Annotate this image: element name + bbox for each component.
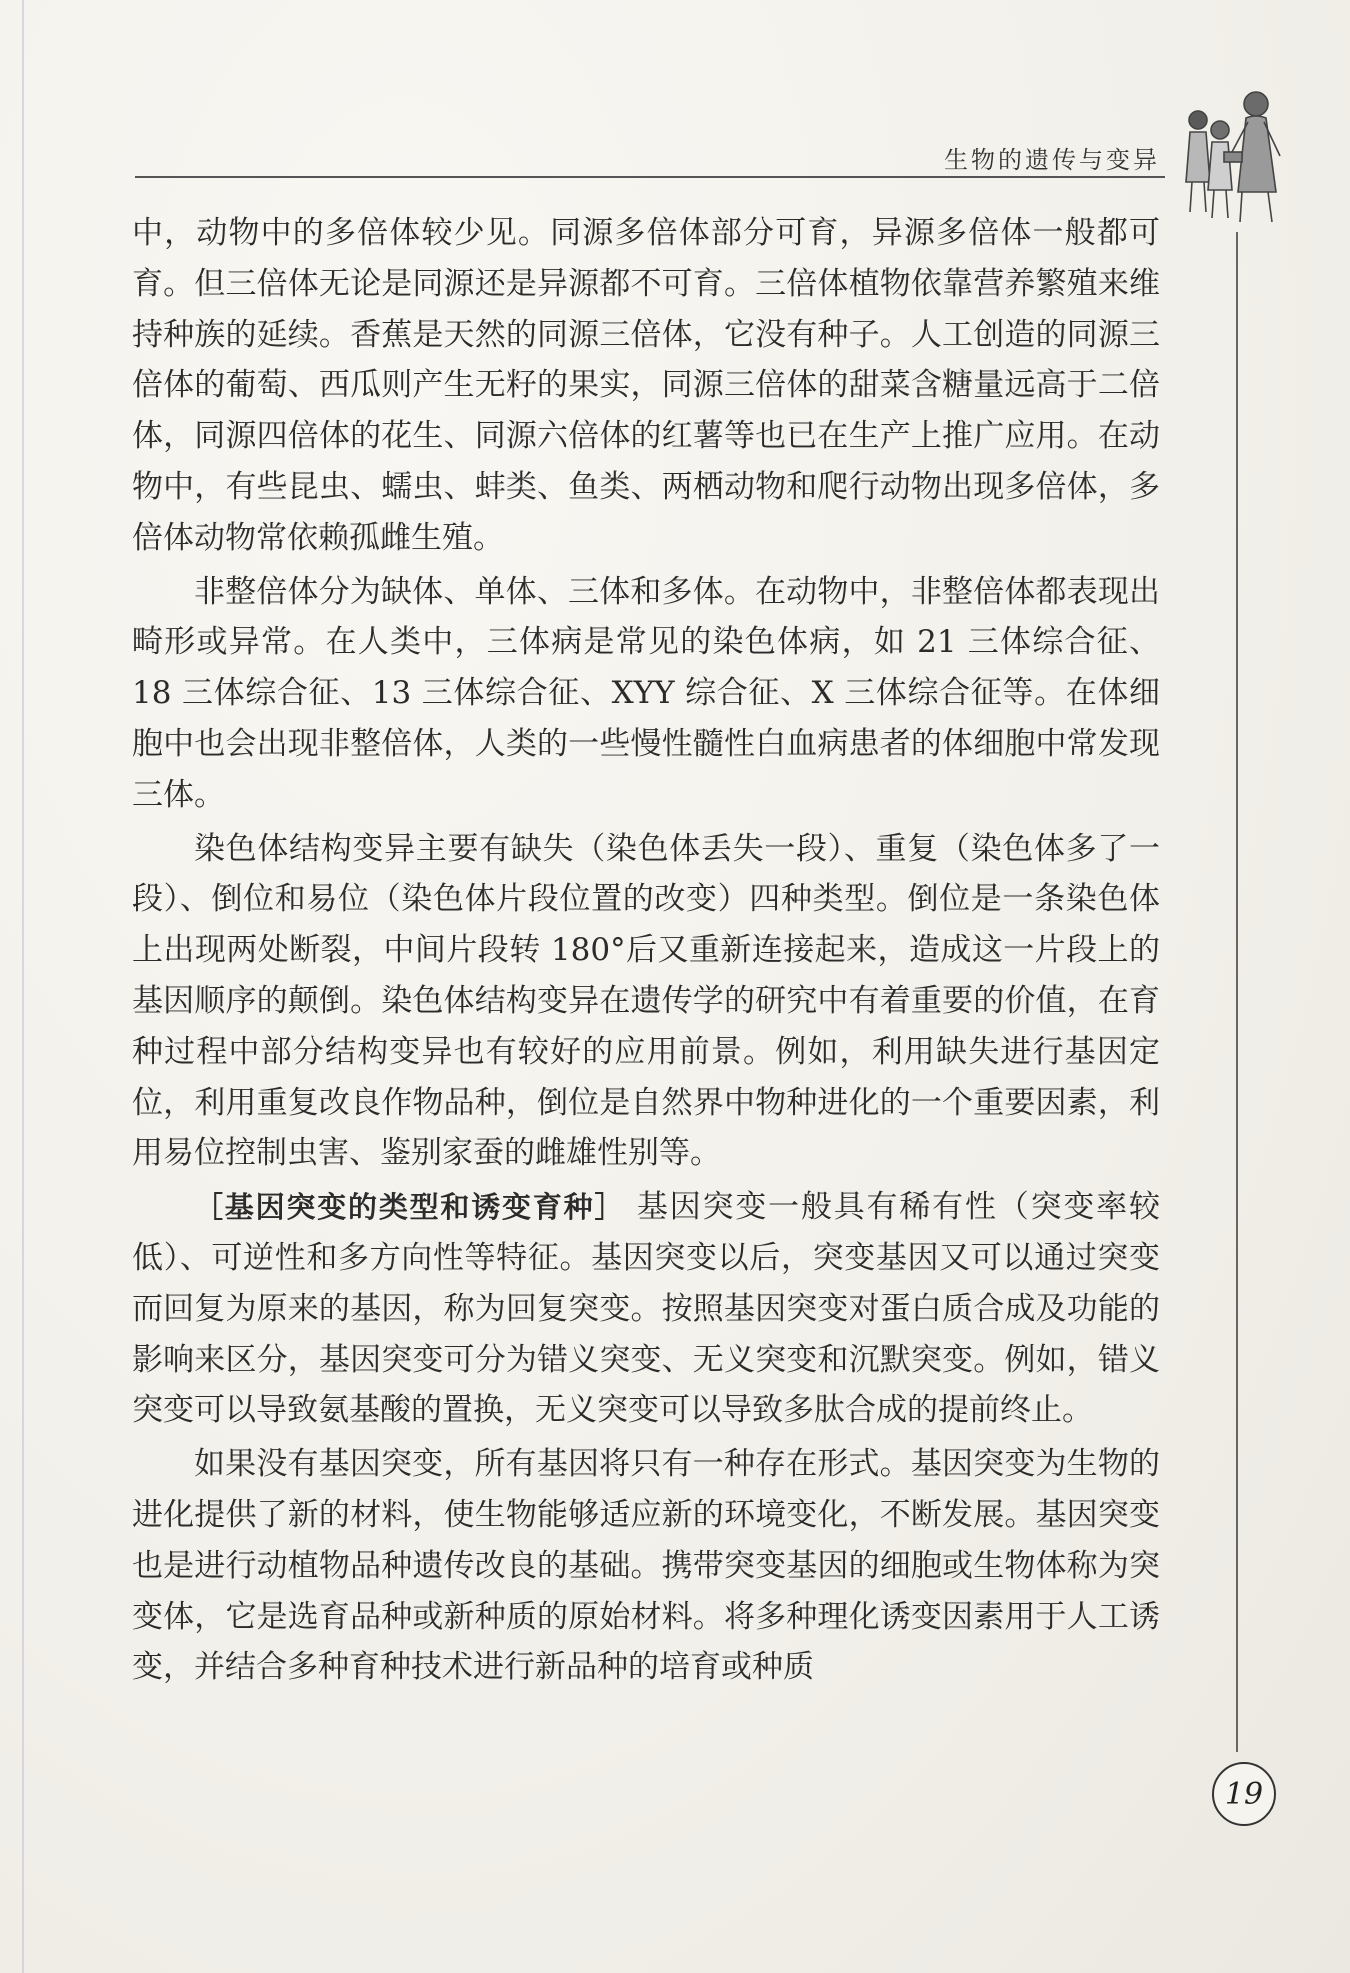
header-rule	[135, 176, 1165, 178]
paragraph-gene-mutation-text: 基因突变一般具有稀有性（突变率较低）、可逆性和多方向性等特征。基因突变以后，突变基因又可以通过突变而回复为原来的基因，称为回复突变。按照基因突变对蛋白质合成及功能的影响来区分，基因突变可分为错义突变、无义突变和沉默突变。例如，错义突变可以导致氨基酸的置换，无义突变可以导致多肽合成的提前终止。	[132, 1189, 1160, 1429]
section-heading-gene-mutation: ［基因突变的类型和诱变育种］	[194, 1190, 626, 1225]
body-text	[132, 208, 1160, 1696]
paragraph-aneuploidy: 非整倍体分为缺体、单体、三体和多体。在动物中，非整倍体都表现出畸形或异常。在人类中，三体病是常见的染色体病，如 21 三体综合征、18 三体综合征、13 三体综合征、XYY 综合征、X 三体综合征等。在体细胞中也会出现非整倍体，人类的一些慢性髓性白血病患者的体细胞中常发现三体。	[132, 573, 1160, 813]
teacher-and-students-illustration-icon	[1168, 82, 1318, 227]
right-vertical-rule	[1236, 232, 1238, 1752]
paragraph-polyploidy: 中，动物中的多倍体较少见。同源多倍体部分可育，异源多倍体一般都可育。但三倍体无论是同源还是异源都不可育。三倍体植物依靠营养繁殖来维持种族的延续。香蕉是天然的同源三倍体，它没有种子。人工创造的同源三倍体的葡萄、西瓜则产生无籽的果实，同源三倍体的甜菜含糖量远高于二倍体，同源四倍体的花生、同源六倍体的红薯等也已在生产上推广应用。在动物中，有些昆虫、蠕虫、蚌类、鱼类、两栖动物和爬行动物出现多倍体，多倍体动物常依赖孤雌生殖。	[132, 215, 1160, 556]
paragraph-mutation-significance: 如果没有基因突变，所有基因将只有一种存在形式。基因突变为生物的进化提供了新的材料，使生物能够适应新的环境变化，不断发展。基因突变也是进行动植物品种遗传改良的基础。携带突变基因的细胞或生物体称为突变体，它是选育品种或新种质的原始材料。将多种理化诱变因素用于人工诱变，并结合多种育种技术进行新品种的培育或种质	[132, 1446, 1160, 1686]
paragraph-structural-variation: 染色体结构变异主要有缺失（染色体丢失一段）、重复（染色体多了一段）、倒位和易位（染色体片段位置的改变）四种类型。倒位是一条染色体上出现两处断裂，中间片段转 180°后又重新连接起来，造成这一片段上的基因顺序的颠倒。染色体结构变异在遗传学的研究中有着重要的价值，在育种过程中部分结构变异也有较好的应用前景。例如，利用缺失进行基因定位，利用重复改良作物品种，倒位是自然界中物种进化的一个重要因素，利用易位控制虫害、鉴别家蚕的雌雄性别等。	[132, 830, 1160, 1172]
paragraph-gene-mutation	[132, 1182, 1160, 1436]
page-number: 19	[1212, 1762, 1276, 1826]
left-margin-rule	[22, 0, 24, 1973]
running-header-title: 生物的遗传与变异	[944, 146, 1160, 174]
